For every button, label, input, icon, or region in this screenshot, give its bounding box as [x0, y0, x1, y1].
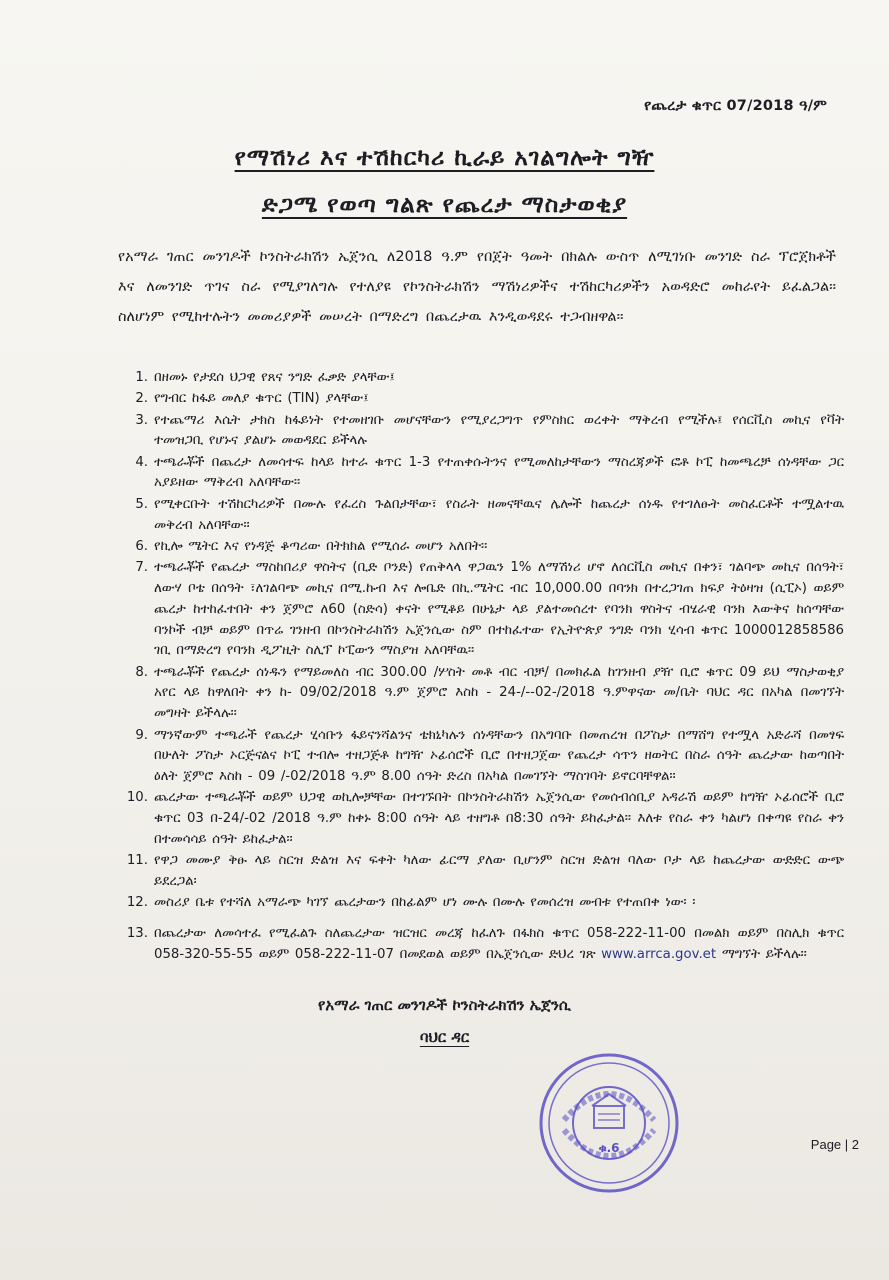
signature-city: ባህር ዳር [419, 1028, 470, 1046]
stamp-seal-icon [534, 1048, 684, 1198]
list-item: 3. የተጨማሪ እሴት ታክስ ከፋይነት የተመዘገቡ መሆናቸውን የሚያረጋግጥ የምስክር ወረቀት ማቅረብ የሚችሉ፤ የሰርቪስ መኪና የቫት ተመዝጋቢ የሆኑና ያልሆኑ መወዳደር ይችላሉ [135, 412, 844, 449]
list-item: 8. ተጫራቾች የጨረታ ሰነዱን የማይመለስ ብር 300.00 /ሦስት መቶ ብር ብቻ/ በመክፈል ከገንዘብ ያዥ ቢሮ ቁጥር 09 ይህ ማስታወቂያ አየር ላይ ከዋለበት ቀን ከ- 09/02/2018 ዓ.ም ጀምሮ እስከ - 24-/--02-/2018 ዓ.ምዋናው መ/ቤት ባህር ዳር በአካል በመገኘት መግዛት ይችላሉ፡፡ [135, 664, 844, 722]
website-link[interactable]: www.arrca.gov.et [601, 947, 717, 963]
intro-paragraph: የአማራ ገጠር መንገዶች ኮንስትራክሽን ኤጀንሲ ለ2018 ዓ.ም የበጀት ዓመት በክልሉ ውስጥ ለሚገነቡ መንገድ ስራ ፕሮጀክቶች እና ለመንገድ ጥገና ስራ የሚያገለግሉ የተለያዩ የኮንስትራክሽን ማሽነሪዎችና ተሽከርካሪዎችን አወዳድሮ መከራየት ይፈልጋል፡፡ ስለሆነም የሚከተሉትን መመሪያዎች መሠረት በማድረግ በጨረታዉ እንዲወዳደሩ ተጋብዘዋል፡፡ [118, 249, 836, 325]
list-item: 10. ጨረታው ተጫራቾች ወይም ህጋዊ ወኪሎቻቸው በተገኙበት በኮንስትራክሽን ኤጀንሲው የመሰብሰቢያ አዳራሽ ወይም ከግዥ ኦፊሰሮች ቢሮ ቁጥር 03 በ-24/-02 /2018 ዓ.ም ከቀኑ 8:00 ሰዓት ላይ ተዘግቶ በ8:30 ሰዓት ይከፈታል፡፡ እለቱ የስራ ቀን ካልሆነ በቀጣዩ የስራ ቀን በተመሳሳይ ሰዓት ይከፈታል፡፡ [126, 790, 844, 848]
tender-number: የጨረታ ቁጥር 07/2018 ዓ/ም [644, 98, 827, 114]
document-title: የማሽነሪ እና ተሽከርካሪ ኪራይ አገልግሎት ግዥ [234, 145, 655, 171]
list-item: 1. በዘመኑ የታደሰ ህጋዊ የጸና ንግድ ፈቃድ ያላቸው፤ [135, 370, 395, 385]
list-item: 6. የኪሎ ሜትር እና የነዳጅ ቆጣሪው በትክክል የሚሰራ መሆን አለበት፡፡ [135, 538, 488, 554]
list-item: 4. ተጫራቾች በጨረታ ለመሳተፍ ከላይ ከተራ ቁጥር 1-3 የተጠቀሱትንና የሚመለከታቸውን ማስረጃዎች ፎቶ ኮፒ ከመጫረቻ ሰነዳቸው ጋር አያይዘው ማቅረብ አለባቸው፡፡ [135, 454, 844, 491]
list-item: 9. ማንኛውም ተጫራች የጨረታ ሂሳቡን ፋይናንሻልንና ቴክኒካሉን ሰነዳቸውን በአግባቡ በመጠረዝ በፖስታ በማሸግ የተሟላ አድራሻ በመፃፍ በሁለት ፖስታ ኦርጅናልና ኮፒ ተብሎ ተዘጋጅቶ ከግዥ ኦፊሰሮች ቢሮ በተዘጋጀው የጨረታ ሳጥን ዘወትር በስራ ሰዓት ጨረታው ከወጣበት ዕለት ጀምሮ እስከ - 09 /-02/2018 ዓ.ም 8.00 ሰዓት ድረስ በአካል በመገኘት ማስገባት ይኖርባቸዋል፡፡ [135, 727, 844, 785]
requirements-list [118, 368, 844, 966]
signature-organization: የአማራ ገጠር መንገዶች ኮንስትራክሽን ኤጀንሲ [318, 996, 571, 1014]
list-item: 5. የሚቀርቡት ተሽከርካሪዎች በሙሉ የፈረስ ጉልበታቸው፣ የስራት ዘመናቸዉና ሌሎች ከጨረታ ሰነዱ የተገለፁት መስፈርቶች ተሟልተዉ መቅረብ አለባቸው፡፡ [135, 496, 844, 533]
list-item: 7. ተጫራቾች የጨረታ ማስከበሪያ ዋስትና (ቢድ ቦንድ) የጠቅላላ ዋጋዉን 1% ለማሽነሪ ሆኖ ለሰርቪስ መኪና በቀን፣ ገልባጭ መኪና በሰዓት፣ ለውሃ ቦቴ በሰዓት ፣ለገልባጭ መኪና በሚ.ኩብ እና ሎቤድ በኪ.ሜትር ብር 10,000.00 በባንክ በተረጋገጠ ክፍያ ትዕዛዝ (ሲፒኦ) ወይም ጨረታ ከተከፈተበት ቀን ጀምሮ ለ60 (ስድሳ) ቀናት የሚቆይ በሁኔታ ላይ ያልተመሰረተ የባንክ ዋስትና ብሄራዊ ባንክ እውቅና ከሰጣቸው ባንኮች ብቻ ወይም በጥሬ ገንዘብ በኮንስትራክሽን ኤጀንሲው ስም በተከፈተው የኢትዮጵያ ንግድ ባንክ ሂሳብ ቁጥር 1000012858586 ገቢ በማድረግ የባንክ ዲፖዚት ስሊፕ ኮፒውን ማስያዝ አለባቸዉ፡፡ [135, 560, 845, 659]
list-item: 13. በጨረታው ለመሳተፈ የሚፈልጉ ስለጨረታው ዝርዝር መረጃ ከፈለጉ በፋክስ ቁጥር 058-222-11-00 በመልክ ወይም በስሊክ ቁጥር 058-320-55-55 ወይም 058-222-11-07 በመደወል ወይም በኤጀንሲው ድህረ ገጽ www.arrca.gov.et ማግኘት ይችላሉ፡፡ [126, 926, 844, 963]
document-subtitle: ድጋሜ የወጣ ግልጽ የጨረታ ማስታወቂያ [261, 192, 628, 218]
list-item: 12. መስሪያ ቤቱ የተሻለ አማራጭ ካገኘ ጨረታውን በከፊልም ሆነ ሙሉ በሙሉ የመሰረዝ መብቱ የተጠበቀ ነው፡ ፡ [126, 895, 696, 911]
list-item: 11. የዋጋ መሙያ ቅፁ ላይ ስርዝ ድልዝ እና ፍቀት ካለው ፊርማ ያለው ቢሆንም ስርዝ ድልዝ ባለው ቦታ ላይ ከጨረታው ውድድር ውጭ ይደረጋል፡ [126, 853, 844, 890]
page-number: Page | 2 [810, 1137, 859, 1152]
list-item: 2. የግብር ከፋይ መለያ ቁጥር (TIN) ያላቸው፤ [135, 391, 369, 407]
official-stamp [534, 1048, 684, 1198]
stamp-number: ቁ.6 [598, 1141, 620, 1155]
